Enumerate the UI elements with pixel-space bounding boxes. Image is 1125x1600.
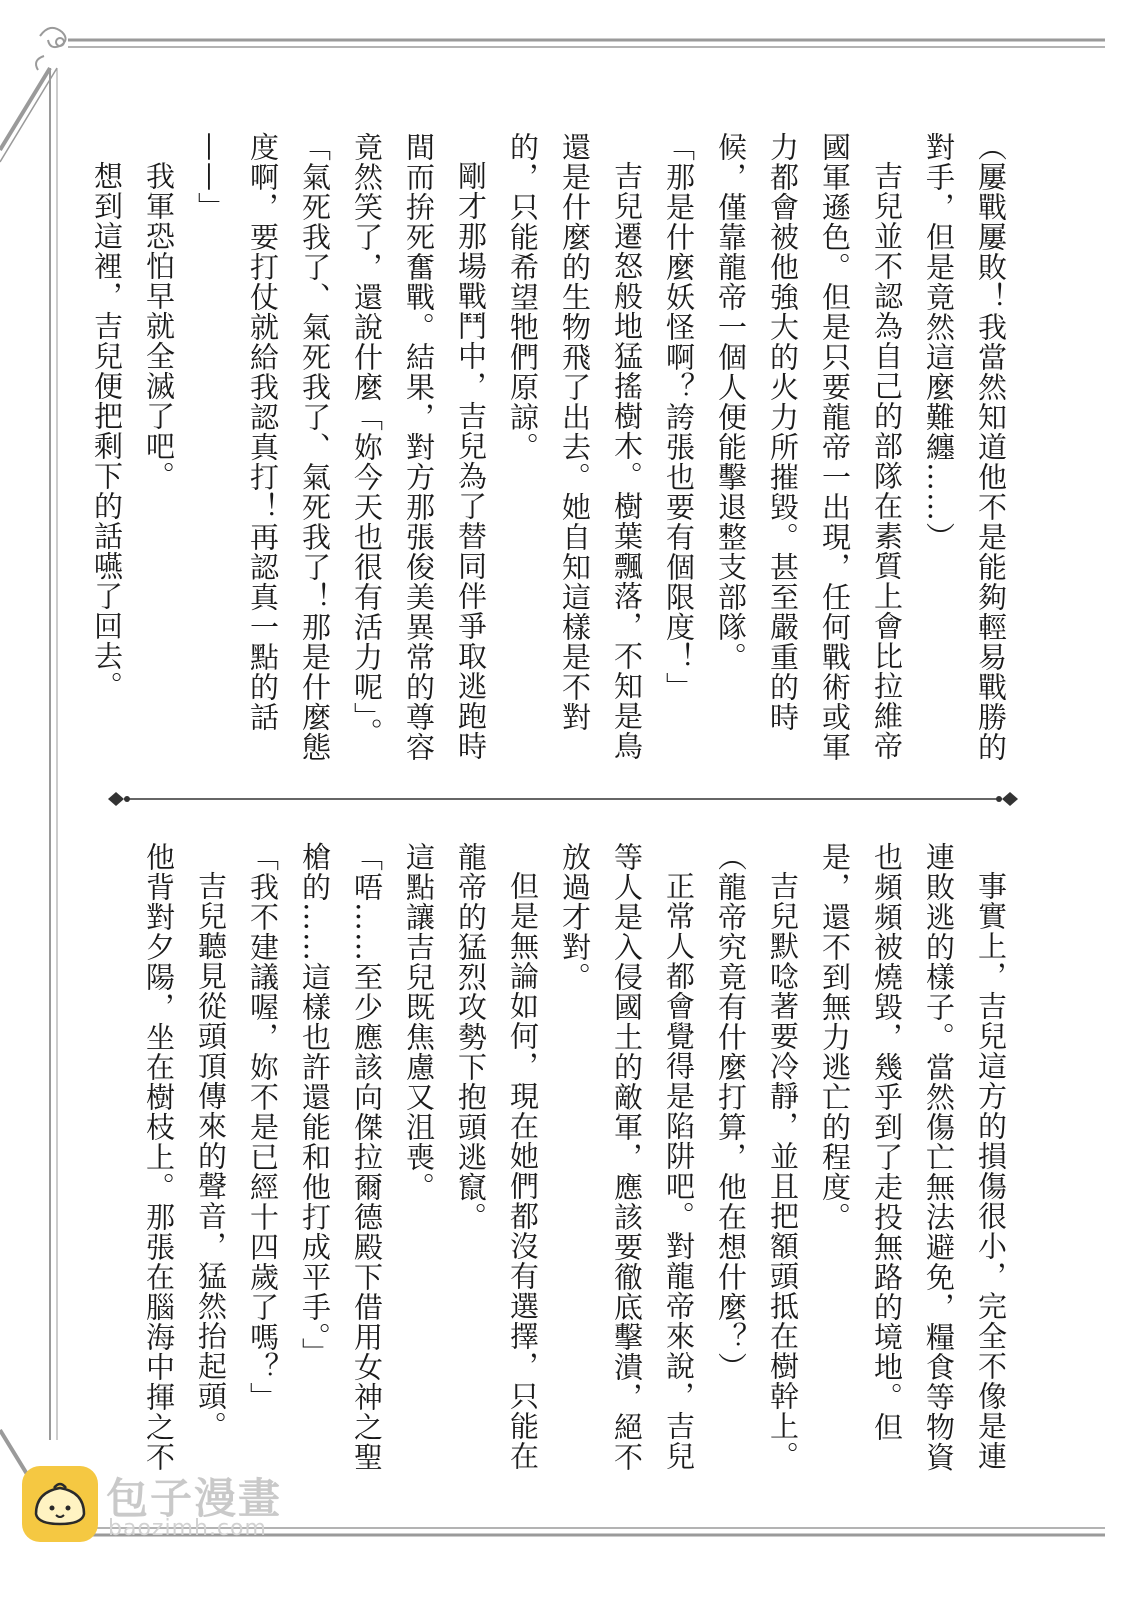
watermark-site-url: baozimh.com <box>108 1516 267 1541</box>
paragraph: 吉兒遷怒般地猛搖樹木。樹葉飄落，不知是鳥還是什麼的生物飛了出去。她自知這樣是不對的，只能希望牠們原諒。 <box>506 132 644 761</box>
top-text-column-block <box>90 132 1017 782</box>
paragraph: 「唔……至少應該向傑拉爾德殿下借用女神之聖槍的……這樣也許還能和他打成平手。」 <box>298 842 384 1472</box>
bottom-text-column-block <box>137 842 1017 1472</box>
paragraph: （龍帝究竟有什麼打算，他在想什麼？） <box>714 842 748 1382</box>
paragraph: 剛才那場戰鬥中，吉兒為了替同伴爭取逃跑時間而拚死奮戰。結果，對方那張俊美異常的尊容竟然笑了，還說什麼「妳今天也很有活力呢」。 <box>350 132 488 762</box>
paragraph: 吉兒默唸著要冷靜，並且把額頭抵在樹幹上。 <box>766 871 800 1471</box>
site-watermark <box>22 1466 322 1546</box>
paragraph: 「氣死我了、氣死我了、氣死我了！那是什麼態度啊，要打仗就給我認真打！再認真一點的話——」 <box>194 132 332 762</box>
divider-ornament-left-icon <box>108 792 130 806</box>
section-divider <box>108 788 1018 810</box>
paragraph: 正常人都會覺得是陷阱吧。對龍帝來說，吉兒等人是入侵國土的敵軍，應該要徹底擊潰，絕不放過才對。 <box>558 842 696 1472</box>
paragraph: 我軍恐怕早就全滅了吧。 <box>142 161 176 491</box>
watermark-site-name: 包子漫畫 <box>106 1474 283 1523</box>
corner-ornament-icon <box>36 28 66 70</box>
paragraph: 「我不建議喔，妳不是已經十四歲了嗎？」 <box>246 842 280 1412</box>
paragraph: 吉兒聽見從頭頂傳來的聲音，猛然抬起頭。 <box>194 871 228 1441</box>
paragraph: 他背對夕陽，坐在樹枝上。那張在腦海中揮之不 <box>142 842 176 1472</box>
paragraph: 這點讓吉兒既焦慮又沮喪。 <box>402 842 436 1202</box>
paragraph: 事實上，吉兒這方的損傷很小，完全不像是連連敗逃的樣子。當然傷亡無法避免，糧食等物資也頻頻被燒毀，幾乎到了走投無路的境地。但是，還不到無力逃亡的程度。 <box>818 842 1008 1472</box>
paragraph: 想到這裡，吉兒便把剩下的話嚥了回去。 <box>90 161 124 701</box>
paragraph: （屢戰屢敗！我當然知道他不是能夠輕易戰勝的對手，但是竟然這麼難纏……） <box>922 132 1008 762</box>
bun-mascot-icon <box>22 1466 98 1542</box>
paragraph: 「那是什麼妖怪啊？誇張也要有個限度！」 <box>662 132 696 702</box>
divider-ornament-right-icon <box>996 792 1018 806</box>
paragraph: 但是無論如何，現在她們都沒有選擇，只能在龍帝的猛烈攻勢下抱頭逃竄。 <box>454 842 540 1471</box>
paragraph: 吉兒並不認為自己的部隊在素質上會比拉維帝國軍遜色。但是只要龍帝一出現，任何戰術或軍力都會被他強大的火力所摧毀。甚至嚴重的時候，僅靠龍帝一個人便能擊退整支部隊。 <box>714 132 904 762</box>
